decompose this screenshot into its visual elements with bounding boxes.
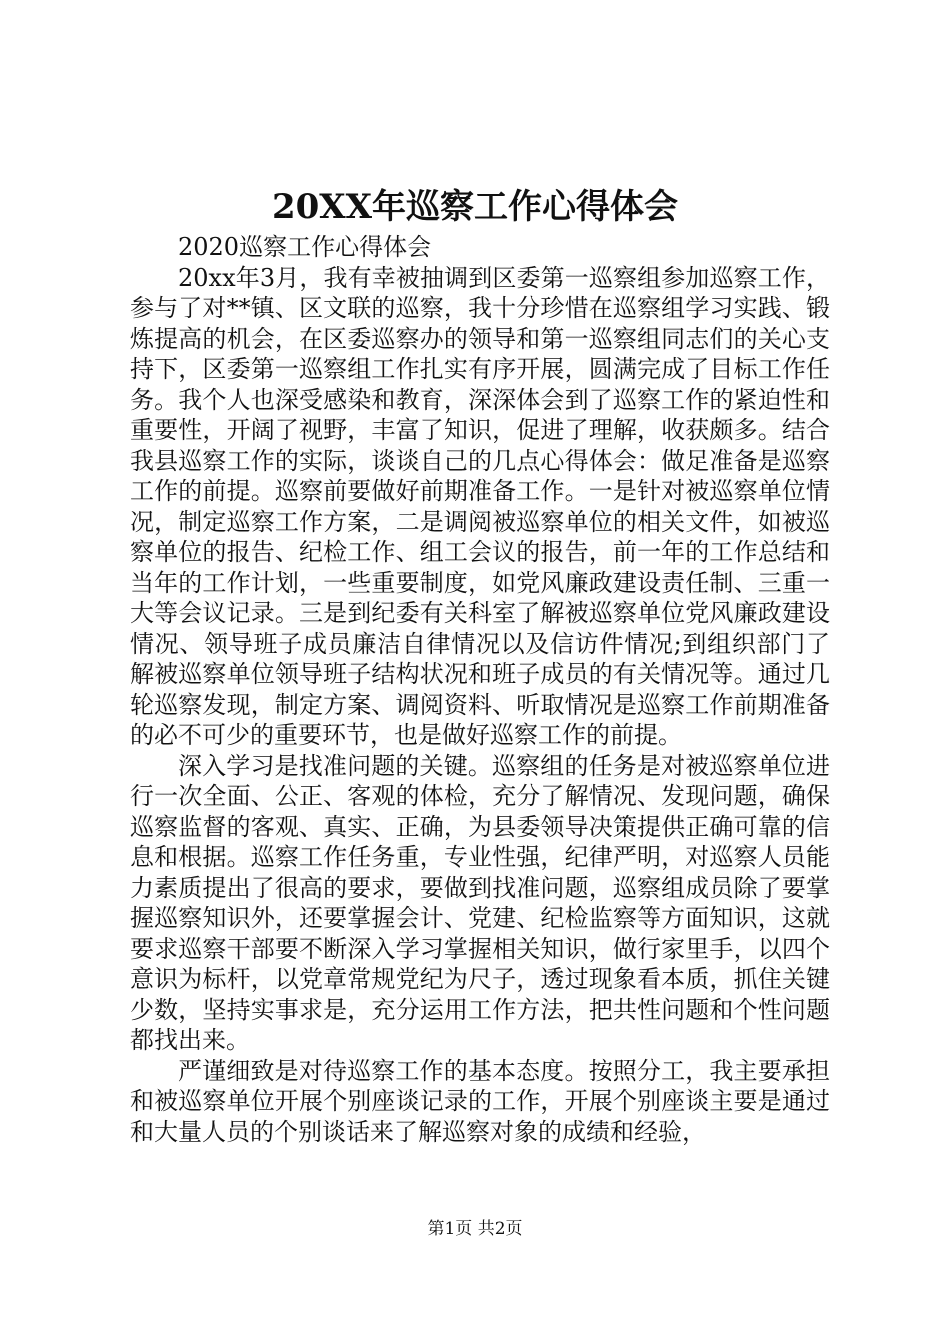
document-body <box>130 232 830 1147</box>
page-footer: 第1页 共2页 <box>427 1219 523 1239</box>
document-title: 20XX年巡察工作心得体会 <box>271 187 679 227</box>
paragraph-subtitle: 2020巡察工作心得体会 <box>178 233 432 261</box>
paragraph-learning: 深入学习是找准问题的关键。巡察组的任务是对被巡察单位进行一次全面、公正、客观的体检，充分了解情况、发现问题，确保巡察监督的客观、真实、正确，为县委领导决策提供正确可靠的信息和根据。巡察工作任务重，专业性强，纪律严明，对巡察人员能力素质提出了很高的要求，要做到找准问题，巡察组成员除了要掌握巡察知识外，还要掌握会计、党建、纪检监察等方面知识，这就要求巡察干部要不断深入学习掌握相关知识，做行家里手，以四个意识为标杆，以党章常规党纪为尺子，透过现象看本质，抓住关键少数，坚持实事求是，充分运用工作方法，把共性问题和个性问题都找出来。 <box>130 751 830 1054</box>
paragraph-attitude: 严谨细致是对待巡察工作的基本态度。按照分工，我主要承担和被巡察单位开展个别座谈记录的工作，开展个别座谈主要是通过和大量人员的个别谈话来了解巡察对象的成绩和经验， <box>130 1056 830 1146</box>
paragraph-preparation: 20xx年3月，我有幸被抽调到区委第一巡察组参加巡察工作，参与了对**镇、区文联的巡察，我十分珍惜在巡察组学习实践、锻炼提高的机会，在区委巡察办的领导和第一巡察组同志们的关心支持下，区委第一巡察组工作扎实有序开展，圆满完成了目标工作任务。我个人也深受感染和教育，深深体会到了巡察工作的紧迫性和重要性，开阔了视野，丰富了知识，促进了理解，收获颇多。结合我县巡察工作的实际，谈谈自己的几点心得体会：做足准备是巡察工作的前提。巡察前要做好前期准备工作。一是针对被巡察单位情况，制定巡察工作方案，二是调阅被巡察单位的相关文件，如被巡察单位的报告、纪检工作、组工会议的报告，前一年的工作总结和当年的工作计划，一些重要制度，如党风廉政建设责任制、三重一大等会议记录。三是到纪委有关科室了解被巡察单位党风廉政建设情况、领导班子成员廉洁自律情况以及信访件情况;到组织部门了解被巡察单位领导班子结构状况和班子成员的有关情况等。通过几轮巡察发现，制定方案、调阅资料、听取情况是巡察工作前期准备的必不可少的重要环节，也是做好巡察工作的前提。 <box>130 263 830 749</box>
